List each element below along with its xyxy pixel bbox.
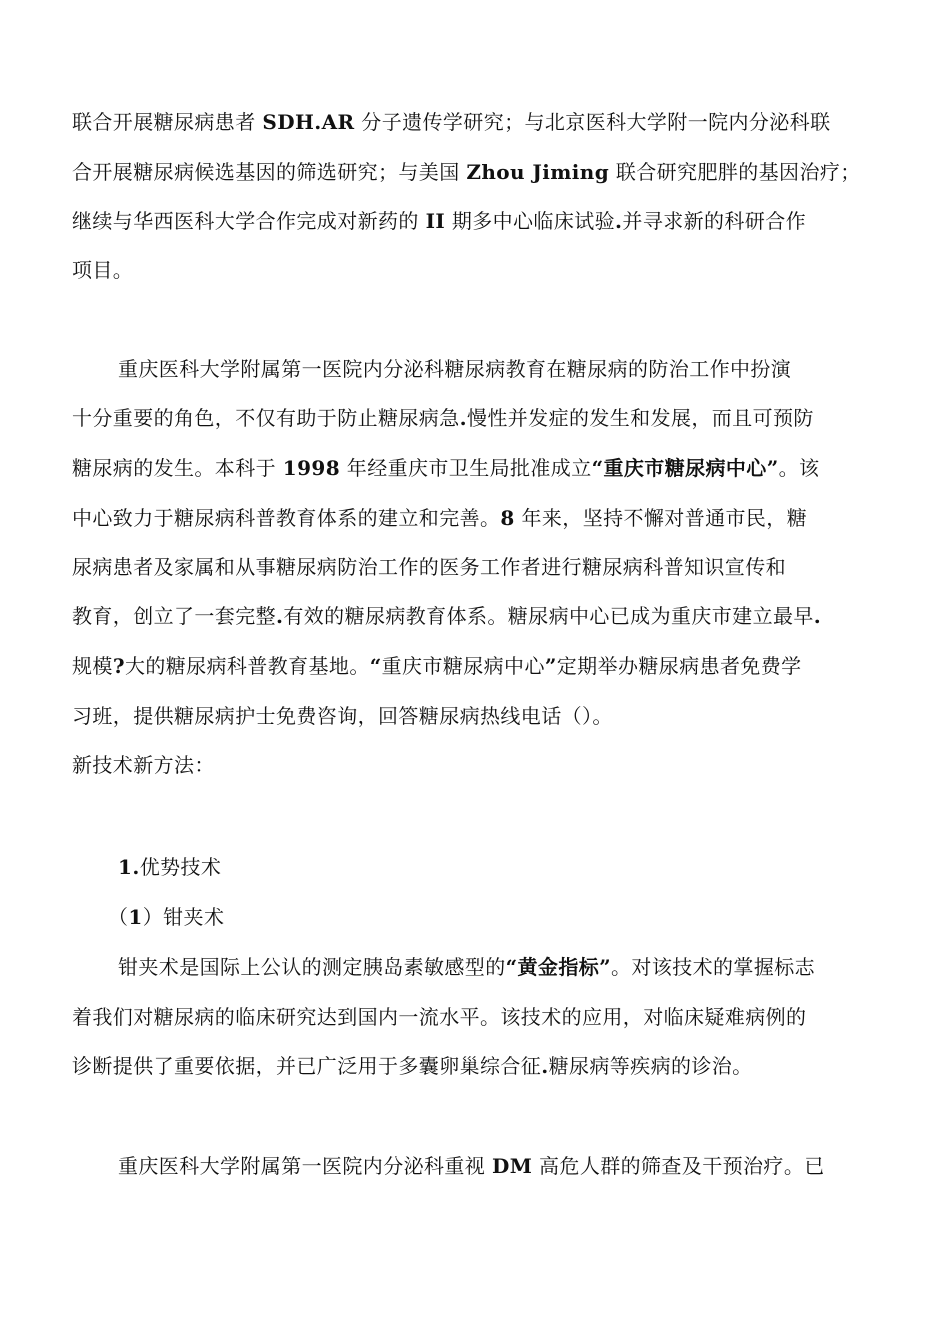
text-run: 慢性并发症的发生和发展，而且可预防: [466, 406, 814, 430]
text-line: [72, 454, 819, 482]
subsection-title: 钳夹术: [163, 905, 225, 929]
text-run-bold: DM: [491, 1154, 533, 1178]
text-run-bold: 8: [500, 506, 515, 530]
text-run: 十分重要的角色，不仅有助于防止糖尿病急: [72, 406, 460, 430]
text-line: 习班，提供糖尿病护士免费咨询，回答糖尿病热线电话（）。: [72, 704, 613, 728]
text-run: 继续与华西医科大学合作完成对新药的: [72, 209, 426, 233]
text-line: [118, 953, 815, 981]
text-run-bold: “: [369, 654, 382, 678]
text-line: [72, 158, 861, 186]
section-heading: [118, 853, 221, 881]
text-line: [118, 1152, 825, 1180]
text-run: 糖尿病等疾病的诊治。: [548, 1054, 753, 1078]
text-run: 糖尿病的发生。本科于: [72, 456, 283, 480]
text-run-bold: .: [276, 604, 284, 628]
text-run: 合开展糖尿病候选基因的筛选研究；与美国: [72, 160, 467, 184]
section-title: 优势技术: [139, 855, 222, 879]
text-line: [72, 404, 814, 432]
text-line: 重庆医科大学附属第一医院内分泌科糖尿病教育在糖尿病的防治工作中扮演: [118, 357, 792, 381]
text-run-bold: ”: [544, 654, 557, 678]
text-run: ）: [142, 905, 164, 929]
text-run: 钳夹术是国际上公认的测定胰岛素敏感型的: [118, 955, 506, 979]
text-run: 。对该技术的掌握标志: [611, 955, 816, 979]
text-run: 中心致力于糖尿病科普教育体系的建立和完善。: [72, 506, 501, 530]
text-run-bold: Zhou Jiming: [466, 160, 610, 184]
text-line: [72, 602, 821, 630]
text-run: 教育，创立了一套完整: [72, 604, 276, 628]
text-run-bold: .: [541, 1054, 549, 1078]
text-run: 。该: [778, 456, 820, 480]
text-run-bold: II: [425, 209, 446, 233]
text-run-bold: SDH.AR: [262, 110, 355, 134]
text-run-bold: “重庆市糖尿病中心”: [591, 456, 779, 480]
text-run-bold: .: [615, 209, 623, 233]
text-run: 高危人群的筛查及干预治疗。已: [532, 1154, 825, 1178]
section-number: 1.: [118, 855, 140, 879]
text-run: 期多中心临床试验: [445, 209, 616, 233]
text-line: [72, 1052, 753, 1080]
text-run: 分子遗传学研究；与北京医科大学附一院内分泌科联: [354, 110, 831, 134]
text-run: 年来，坚持不懈对普通市民，糖: [514, 506, 808, 530]
text-run: 诊断提供了重要依据，并已广泛用于多囊卵巢综合征: [72, 1054, 542, 1078]
text-run: 年经重庆市卫生局批准成立: [340, 456, 592, 480]
text-run: （: [108, 905, 129, 929]
text-run: 规模: [72, 654, 113, 678]
heading-new-methods: 新技术新方法：: [72, 753, 215, 777]
text-line: 项目。: [72, 258, 134, 282]
text-run: 重庆市糖尿病中心: [381, 654, 545, 678]
text-run-bold: “黄金指标”: [505, 955, 612, 979]
text-run: 联合开展糖尿病患者: [72, 110, 263, 134]
text-run: 有效的糖尿病教育体系。糖尿病中心已成为重庆市建立最早: [283, 604, 814, 628]
subsection-heading: [108, 903, 224, 931]
text-line: [72, 207, 806, 235]
subsection-number: 1: [128, 905, 143, 929]
text-run-bold: .: [459, 406, 467, 430]
text-run-bold: ?: [112, 654, 125, 678]
text-run: 重庆医科大学附属第一医院内分泌科重视: [118, 1154, 492, 1178]
text-run: 大的糖尿病科普教育基地。: [124, 654, 370, 678]
text-line: 尿病患者及家属和从事糖尿病防治工作的医务工作者进行糖尿病科普知识宣传和: [72, 555, 786, 579]
text-run: 联合研究肥胖的基因治疗；: [609, 160, 861, 184]
text-line: [72, 504, 807, 532]
text-line: [72, 108, 831, 136]
text-run: 并寻求新的科研合作: [622, 209, 807, 233]
text-line: 着我们对糖尿病的临床研究达到国内一流水平。该技术的应用，对临床疑难病例的: [72, 1005, 807, 1029]
text-line: [72, 652, 802, 680]
text-run-bold: 1998: [282, 456, 341, 480]
text-run-bold: .: [813, 604, 822, 628]
text-run: 定期举办糖尿病患者免费学: [556, 654, 802, 678]
